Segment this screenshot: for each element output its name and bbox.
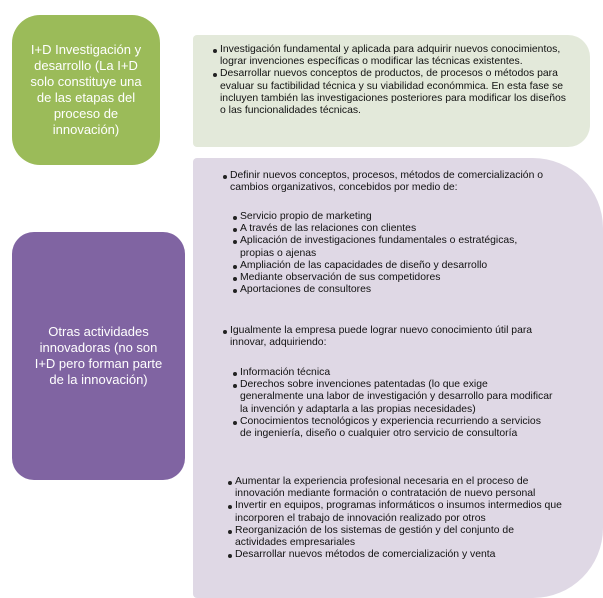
list-item: Aportaciones de consultores (233, 284, 553, 296)
list-item: Desarrollar nuevos métodos de comercialización y venta (228, 549, 563, 561)
other-activities-list (228, 476, 563, 561)
list-item: Desarrollar nuevos conceptos de productos, de procesos o métodos para evaluar su factibilidad técnica y su viabilidad económmica. En esta fase se incluyen también las investigaciones posteriores para modificar los diseños o las funcionalidades técnicas. (213, 68, 573, 117)
list-item: Aplicación de investigaciones fundamentales o estratégicas, propias o ajenas (233, 235, 553, 259)
other-activities-panel (193, 158, 603, 598)
rd-category-box (12, 15, 160, 165)
list-item: Aumentar la experiencia profesional necesaria en el proceso de innovación mediante formación o contratación de nuevo personal (228, 476, 563, 500)
intro-1 (223, 170, 563, 194)
list-item: Servicio propio de marketing (233, 211, 553, 223)
intro-2 (223, 325, 563, 349)
list-item: Reorganización de los sistemas de gestión y del conjunto de actividades empresariales (228, 525, 563, 549)
list-item: Investigación fundamental y aplicada para adquirir nuevos conocimientos, lograr invenciones específicas o modificar las técnicas existentes. (213, 44, 573, 68)
list-item: Conocimientos tecnológicos y experiencia recurriendo a servicios de ingeniería, diseño o cualquier otro servicio de consultoría (233, 416, 553, 440)
list-item: Invertir en equipos, programas informáticos o insumos intermedios que incorporen el trabajo de innovación realizado por otros (228, 500, 563, 524)
list-item: Igualmente la empresa puede lograr nuevo conocimiento útil para innovar, adquiriendo: (223, 325, 563, 349)
acquisition-list (233, 367, 553, 440)
list-item: A través de las relaciones con clientes (233, 223, 553, 235)
list-item: Información técnica (233, 367, 553, 379)
other-activities-box (12, 232, 185, 480)
list-item: Ampliación de las capacidades de diseño y desarrollo (233, 260, 553, 272)
list-item: Mediante observación de sus competidores (233, 272, 553, 284)
list-item: Definir nuevos conceptos, procesos, métodos de comercialización o cambios organizativos, concebidos por medio de: (223, 170, 563, 194)
list-item: Derechos sobre invenciones patentadas (lo que exige generalmente una labor de investigación y desarrollo para modificar la invención y adaptarla a las propias necesidades) (233, 379, 553, 416)
rd-description-panel (193, 35, 590, 147)
rd-title: I+D Investigación y desarrollo (La I+D solo constituye una de las etapas del proceso de innovación) (30, 42, 142, 137)
other-title: Otras actividades innovadoras (no son I+D pero forman parte de la innovación) (34, 324, 163, 387)
sources-list (233, 211, 553, 296)
rd-list (213, 44, 573, 117)
